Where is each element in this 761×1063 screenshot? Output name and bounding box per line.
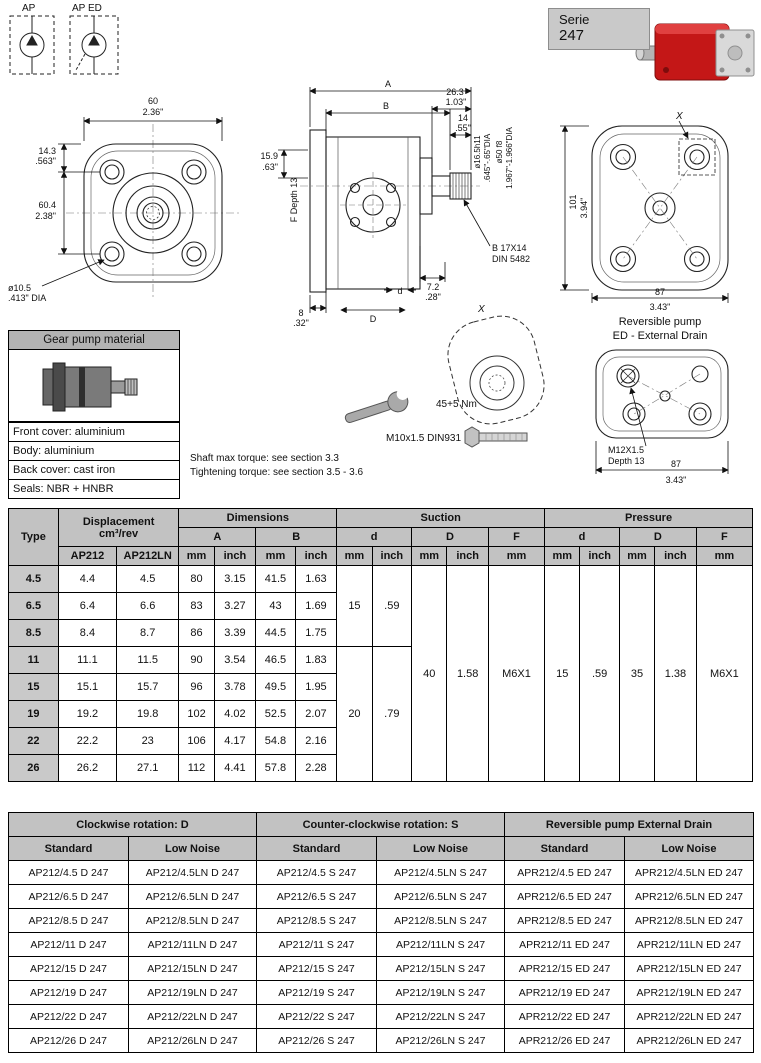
dim-pilot-dia: ø50 f8: [495, 140, 504, 164]
spec-cell: 4.5: [117, 566, 179, 593]
spec-cell: 90: [179, 647, 214, 674]
material-line-seals: Seals: NBR + HNBR: [9, 479, 179, 498]
spec-cell-suction-d2-in: .79: [372, 647, 411, 782]
order-cell: APR212/15 ED 247: [505, 957, 625, 981]
order-cell: AP212/19 D 247: [9, 981, 129, 1005]
header-pressure-F: F: [696, 528, 752, 547]
order-cell: APR212/19 ED 247: [505, 981, 625, 1005]
dim-87-in: 3.43": [649, 302, 671, 312]
spec-cell-pressure-D-in: 1.38: [655, 566, 697, 782]
spline-label: B 17X14: [492, 243, 527, 253]
order-cell: AP212/15LN D 247: [129, 957, 257, 981]
order-cell: AP212/8.5 D 247: [9, 909, 129, 933]
order-cell: AP212/6.5LN S 247: [377, 885, 505, 909]
order-cell: APR212/15LN ED 247: [625, 957, 754, 981]
torque-value: 45+5 Nm: [436, 399, 477, 410]
spec-cell: 4.41: [214, 755, 256, 782]
material-line-body: Body: aluminium: [9, 441, 179, 460]
spec-cell: 2.28: [295, 755, 337, 782]
order-cell: AP212/6.5 S 247: [257, 885, 377, 909]
dim-d-small: d: [397, 286, 403, 296]
order-cell: APR212/19LN ED 247: [625, 981, 754, 1005]
aped-symbol-icon: [70, 3, 118, 74]
order-cell: AP212/8.5LN D 247: [129, 909, 257, 933]
spec-cell: 1.75: [295, 620, 337, 647]
dim-263-in: 1.03": [445, 97, 467, 107]
material-box-title: Gear pump material: [9, 331, 179, 350]
order-cell: AP212/19LN D 247: [129, 981, 257, 1005]
order-cell: AP212/4.5LN D 247: [129, 861, 257, 885]
spec-header-row-3: [9, 547, 753, 566]
spec-cell: 4.17: [214, 728, 256, 755]
spec-cell: 52.5: [256, 701, 295, 728]
ed-view-drawing: [596, 350, 728, 438]
header-suction-F: F: [488, 528, 544, 547]
order-cell: AP212/11 D 247: [9, 933, 129, 957]
dim-263-mm: 26.3: [446, 87, 464, 97]
order-cell: AP212/26LN D 247: [129, 1029, 257, 1053]
order-row: [9, 861, 754, 885]
pump-side-icon: [19, 355, 169, 417]
order-cell: AP212/4.5LN S 247: [377, 861, 505, 885]
dim-height-in: 2.38": [35, 211, 56, 221]
spec-cell: 80: [179, 566, 214, 593]
unit-header: mm: [488, 547, 544, 566]
order-row: [9, 1005, 754, 1029]
spec-cell: 4.02: [214, 701, 256, 728]
header-clockwise: Clockwise rotation: D: [9, 813, 257, 837]
spec-cell: 43: [256, 593, 295, 620]
subheader-low-noise: Low Noise: [129, 837, 257, 861]
header-displacement-line1: Displacement: [82, 515, 155, 528]
ed-thread-label: M12X1.5: [608, 445, 645, 455]
subheader-standard: Standard: [505, 837, 625, 861]
order-cell: AP212/4.5 S 247: [257, 861, 377, 885]
order-cell: APR212/11LN ED 247: [625, 933, 754, 957]
order-cell: AP212/22 S 247: [257, 1005, 377, 1029]
product-image: [636, 24, 754, 80]
header-a: A: [179, 528, 256, 547]
ed-depth-label: Depth 13: [608, 456, 645, 466]
header-suction-D: D: [412, 528, 489, 547]
order-cell: APR212/11 ED 247: [505, 933, 625, 957]
back-view-drawing: [592, 126, 728, 290]
order-cell: AP212/6.5 D 247: [9, 885, 129, 909]
spec-row: [9, 566, 753, 593]
spec-cell: 54.8: [256, 728, 295, 755]
spec-cell: 19.8: [117, 701, 179, 728]
order-header-row-1: [9, 813, 754, 837]
dim-hole-mm: ø10.5: [8, 283, 32, 293]
dim-101-in: 3.94": [579, 197, 589, 219]
unit-header: inch: [372, 547, 411, 566]
torque-notes: [190, 453, 364, 478]
unit-header: mm: [337, 547, 372, 566]
order-cell: APR212/8.5LN ED 247: [625, 909, 754, 933]
dim-8-in: .32": [293, 318, 309, 328]
unit-header: inch: [214, 547, 256, 566]
spec-header-row-1: [9, 509, 753, 528]
dim-f-depth: F Depth 13: [289, 177, 299, 223]
spec-cell: 3.15: [214, 566, 256, 593]
order-cell: AP212/15 S 247: [257, 957, 377, 981]
header-pressure-D: D: [619, 528, 696, 547]
spec-cell: 1.95: [295, 674, 337, 701]
order-cell: AP212/6.5LN D 247: [129, 885, 257, 909]
spline-std-label: DIN 5482: [492, 254, 531, 264]
spec-table: [8, 508, 753, 782]
spec-cell: 8.4: [58, 620, 116, 647]
spec-cell: 3.39: [214, 620, 256, 647]
spec-cell-suction-d2-mm: 20: [337, 647, 372, 782]
serie-number: 247: [559, 27, 585, 44]
unit-header: inch: [580, 547, 619, 566]
spec-cell-pressure-F: M6X1: [696, 566, 752, 782]
dim-8-mm: 8: [298, 308, 304, 318]
header-suction-d: d: [337, 528, 412, 547]
type-cell: 15: [9, 674, 59, 701]
header-pressure-d: d: [545, 528, 620, 547]
unit-header: mm: [619, 547, 654, 566]
spec-cell: 41.5: [256, 566, 295, 593]
order-cell: APR212/22LN ED 247: [625, 1005, 754, 1029]
type-cell: 26: [9, 755, 59, 782]
order-cell: AP212/11 S 247: [257, 933, 377, 957]
spec-cell-suction-d1-mm: 15: [337, 566, 372, 647]
dim-top-in: .563": [35, 156, 56, 166]
spec-cell: 102: [179, 701, 214, 728]
order-row: [9, 1029, 754, 1053]
dim-height-mm: 60.4: [38, 200, 56, 210]
dim-width-mm: 60: [147, 96, 159, 106]
bolt-spec: M10x1.5 DIN931: [386, 433, 462, 444]
unit-header: mm: [545, 547, 580, 566]
spec-cell: 1.83: [295, 647, 337, 674]
order-cell: AP212/15 D 247: [9, 957, 129, 981]
header-dimensions: Dimensions: [179, 509, 337, 528]
order-cell: AP212/15LN S 247: [377, 957, 505, 981]
spec-cell: 11.5: [117, 647, 179, 674]
unit-header: mm: [179, 547, 214, 566]
order-row: [9, 885, 754, 909]
spec-cell-suction-d1-in: .59: [372, 566, 411, 647]
front-view-drawing: [66, 124, 242, 300]
subheader-standard: Standard: [257, 837, 377, 861]
spec-cell: 49.5: [256, 674, 295, 701]
spec-cell: 15.7: [117, 674, 179, 701]
spec-cell: 6.4: [58, 593, 116, 620]
serie-badge: [548, 8, 650, 50]
dim-72-mm: 7.2: [426, 282, 440, 292]
order-cell: APR212/6.5 ED 247: [505, 885, 625, 909]
header-displacement-line2: cm³/rev: [99, 527, 139, 540]
header-suction: Suction: [337, 509, 545, 528]
ap-symbol-label: AP: [22, 3, 36, 14]
header-b: B: [256, 528, 337, 547]
material-box-figure: [9, 350, 179, 422]
header-counter-clockwise: Counter-clockwise rotation: S: [257, 813, 505, 837]
front-view-dimensions: [8, 96, 308, 303]
dim-pilot-dia-in: 1.967"-1.966"DIA: [505, 127, 514, 189]
order-cell: AP212/8.5LN S 247: [377, 909, 505, 933]
dim-shaft-dia: ø16.5h11: [473, 135, 482, 169]
spec-cell: 1.69: [295, 593, 337, 620]
side-view-drawing: [300, 130, 480, 292]
unit-header: mm: [256, 547, 295, 566]
dim-top-mm: 14.3: [38, 146, 56, 156]
order-cell: AP212/22 D 247: [9, 1005, 129, 1029]
header-pressure: Pressure: [545, 509, 753, 528]
order-cell: APR212/22 ED 247: [505, 1005, 625, 1029]
order-row: [9, 981, 754, 1005]
spec-cell: 46.5: [256, 647, 295, 674]
spec-cell: 6.6: [117, 593, 179, 620]
dim-hole-in: .413" DIA: [8, 293, 47, 303]
spec-cell: 1.63: [295, 566, 337, 593]
spec-cell: 86: [179, 620, 214, 647]
reversible-caption-1: Reversible pump: [618, 316, 702, 328]
unit-header: inch: [447, 547, 489, 566]
aped-symbol-label: AP ED: [72, 3, 102, 14]
type-cell: 11: [9, 647, 59, 674]
spec-cell-pressure-d-mm: 15: [545, 566, 580, 782]
wrench-icon: [342, 386, 413, 428]
spec-cell: 23: [117, 728, 179, 755]
unit-header: inch: [295, 547, 337, 566]
type-cell: 8.5: [9, 620, 59, 647]
detail-x-label: X: [478, 304, 485, 315]
order-header-row-2: [9, 837, 754, 861]
spec-cell: 3.27: [214, 593, 256, 620]
spec-cell-pressure-d-in: .59: [580, 566, 619, 782]
unit-header: inch: [655, 547, 697, 566]
detail-x-drawing: [441, 304, 552, 431]
order-cell: AP212/8.5 S 247: [257, 909, 377, 933]
order-row: [9, 909, 754, 933]
order-cell: AP212/19LN S 247: [377, 981, 505, 1005]
order-cell: APR212/8.5 ED 247: [505, 909, 625, 933]
spec-cell: 27.1: [117, 755, 179, 782]
subheader-low-noise: Low Noise: [625, 837, 754, 861]
spec-cell: 106: [179, 728, 214, 755]
order-table: [8, 812, 754, 1053]
spec-cell-suction-F: M6X1: [488, 566, 544, 782]
spec-cell: 26.2: [58, 755, 116, 782]
dim-shaft-in: .63": [262, 162, 278, 172]
order-cell: AP212/26LN S 247: [377, 1029, 505, 1053]
dim-14-in: .55": [455, 123, 471, 133]
ed-dim-87-in: 3.43": [665, 475, 687, 485]
order-cell: AP212/11LN S 247: [377, 933, 505, 957]
type-cell: 19: [9, 701, 59, 728]
spec-cell: 19.2: [58, 701, 116, 728]
spec-cell: 44.5: [256, 620, 295, 647]
type-cell: 4.5: [9, 566, 59, 593]
dim-14-mm: 14: [457, 113, 469, 123]
spec-cell: 83: [179, 593, 214, 620]
unit-header: mm: [696, 547, 752, 566]
header-displacement: [58, 509, 179, 547]
type-cell: 6.5: [9, 593, 59, 620]
header-reversible: Reversible pump External Drain: [505, 813, 754, 837]
note-tightening-torque: Tightening torque: see section 3.5 - 3.6: [190, 467, 364, 478]
ap-symbol-icon: [10, 3, 54, 74]
dim-width-in: 2.36": [142, 107, 164, 117]
order-cell: AP212/22LN D 247: [129, 1005, 257, 1029]
dim-shaft-mm: 15.9: [260, 151, 278, 161]
order-cell: AP212/22LN S 247: [377, 1005, 505, 1029]
side-view-dimensions: [293, 79, 530, 328]
spec-cell-pressure-D-mm: 35: [619, 566, 654, 782]
spec-cell-suction-D-in: 1.58: [447, 566, 489, 782]
spec-cell: 2.07: [295, 701, 337, 728]
order-cell: APR212/4.5LN ED 247: [625, 861, 754, 885]
order-cell: APR212/26LN ED 247: [625, 1029, 754, 1053]
dim-b-label: B: [382, 101, 390, 111]
ed-view-dimensions: [596, 388, 728, 485]
material-line-back-cover: Back cover: cast iron: [9, 460, 179, 479]
spec-cell: 112: [179, 755, 214, 782]
unit-header: mm: [412, 547, 447, 566]
spec-cell: 15.1: [58, 674, 116, 701]
dim-101-mm: 101: [568, 194, 578, 210]
order-row: [9, 957, 754, 981]
order-cell: AP212/26 D 247: [9, 1029, 129, 1053]
ed-dim-87-mm: 87: [670, 459, 682, 469]
spec-cell: 22.2: [58, 728, 116, 755]
order-cell: AP212/4.5 D 247: [9, 861, 129, 885]
order-cell: AP212/11LN D 247: [129, 933, 257, 957]
order-cell: APR212/26 ED 247: [505, 1029, 625, 1053]
note-shaft-torque: Shaft max torque: see section 3.3: [190, 453, 339, 464]
header-ap212ln: AP212LN: [117, 547, 179, 566]
spec-cell-suction-D-mm: 40: [412, 566, 447, 782]
order-cell: APR212/6.5LN ED 247: [625, 885, 754, 909]
spec-cell: 2.16: [295, 728, 337, 755]
type-cell: 22: [9, 728, 59, 755]
spec-cell: 3.78: [214, 674, 256, 701]
serie-label: Serie: [559, 12, 590, 27]
bolt-icon: [465, 427, 527, 447]
spec-cell: 3.54: [214, 647, 256, 674]
x-detail-label: X: [676, 111, 683, 122]
header-ap212: AP212: [58, 547, 116, 566]
spec-cell: 8.7: [117, 620, 179, 647]
spec-cell: 11.1: [58, 647, 116, 674]
material-line-front-cover: Front cover: aluminium: [9, 422, 179, 441]
reversible-caption-2: ED - External Drain: [612, 330, 708, 342]
dim-d-big: D: [369, 314, 377, 324]
material-box: [8, 330, 180, 499]
order-cell: AP212/19 S 247: [257, 981, 377, 1005]
dim-87-mm: 87: [654, 287, 666, 297]
spec-cell: 4.4: [58, 566, 116, 593]
order-cell: APR212/4.5 ED 247: [505, 861, 625, 885]
dim-72-in: .28": [425, 292, 441, 302]
order-cell: AP212/26 S 247: [257, 1029, 377, 1053]
spec-cell: 96: [179, 674, 214, 701]
header-type: Type: [9, 509, 59, 566]
order-row: [9, 933, 754, 957]
spec-cell: 57.8: [256, 755, 295, 782]
subheader-standard: Standard: [9, 837, 129, 861]
dim-a-label: A: [384, 79, 392, 89]
subheader-low-noise: Low Noise: [377, 837, 505, 861]
dim-shaft-dia-in: .645"-.65"DIA: [483, 133, 492, 183]
